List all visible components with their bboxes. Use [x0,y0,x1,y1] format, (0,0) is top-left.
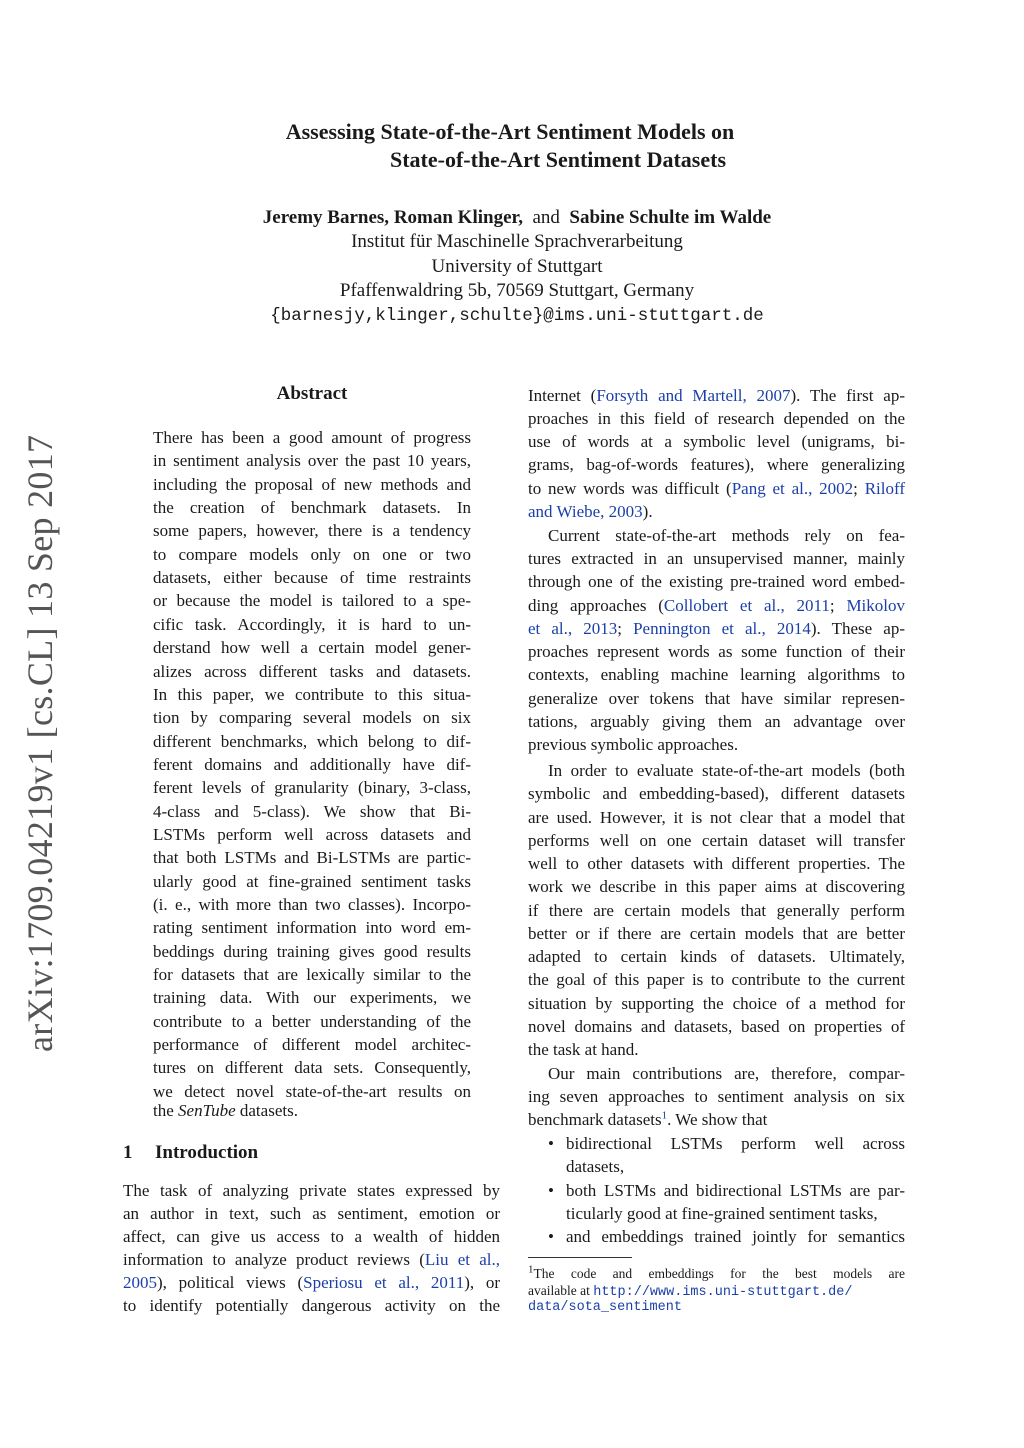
text-run: ; [853,479,865,498]
citation-link[interactable]: and Wiebe, 2003 [528,502,643,521]
text-run: ding approaches ( [528,596,664,615]
body-line: work we describe in this paper aims at discovering [528,877,905,897]
author-emails: {barnesjy,klinger,schulte}@ims.uni-stuttgart.de [270,306,764,326]
text-run: to new words was difficult ( [528,479,732,498]
body-line: Our main contributions are, therefore, compar- [548,1064,905,1083]
body-line: novel domains and datasets, based on properties of [528,1016,905,1036]
author-name: Jeremy Barnes, [262,207,390,228]
citation-link[interactable]: Speriosu et al., 2011 [303,1273,465,1292]
bullet-line: and embeddings trained jointly for semantics [566,1227,905,1246]
body-line: if there are certain models that generally perform [528,900,905,920]
author-name: Sabine Schulte im Walde [569,207,772,228]
citation-link[interactable]: et al., 2013 [528,619,618,638]
abstract-line: different benchmarks, which belong to dif- [153,731,471,751]
body-line: contexts, enabling machine learning algorithms to [528,665,905,684]
text-run: available at [528,1283,594,1298]
text-run: ), or [464,1273,500,1292]
body-line: well to other datasets with different properties. The [528,854,905,873]
abstract-line: some papers, however, there is a tendency [153,521,471,541]
bullet-line: datasets, [566,1157,625,1176]
body-line: grams, bag-of-words features), where generalizing [528,455,905,474]
abstract-line: contribute to a better understanding of the [153,1011,471,1031]
abstract-line: that both LSTMs and Bi-LSTMs are partic- [153,848,471,868]
intro-line: affect, can give us access to a wealth of hidden [123,1227,500,1246]
author-list [0,206,1024,230]
body-line: proaches represent words as some function of their [528,642,905,661]
text-run: ), political views ( [157,1273,304,1292]
author-name: Roman Klinger, [393,207,523,228]
citation-link[interactable]: Liu et al., [424,1250,500,1269]
text-run: The code and embeddings for the best models are [533,1266,905,1281]
abstract-line: training data. With our experiments, we [153,988,471,1008]
abstract-line: for datasets that are lexically similar to the [153,965,471,985]
text-run: Internet ( [528,386,597,405]
body-line: tations, arguably giving them an advantage over [528,712,905,731]
body-line: use of words at a symbolic level (unigrams, bi- [528,432,905,451]
body-line: performs well on one certain dataset will transfer [528,830,905,850]
body-line [528,594,905,617]
paper-title-line-2: State-of-the-Art Sentiment Datasets [389,147,726,172]
abstract-last-line [153,1099,471,1122]
body-line: symbolic and embedding-based), different datasets [528,784,905,804]
citation-link[interactable]: Mikolov [846,596,905,615]
body-line: Current state-of-the-art methods rely on fea- [548,526,905,545]
citation-link[interactable]: Pang et al., 2002 [731,479,854,498]
abstract-line: alizes across different tasks and datasets. [153,661,471,681]
abstract-line: or because the model is tailored to a spe- [153,591,471,611]
bullet-icon: • [548,1181,554,1200]
affiliation-university: University of Stuttgart [431,256,603,277]
bullet-line: ticularly good at fine-grained sentiment tasks, [566,1204,878,1223]
abstract-line: derstand how well a certain model gener- [153,638,471,658]
citation-link[interactable]: Collobert et al., 2011 [663,596,830,615]
body-line: previous symbolic approaches. [528,735,739,754]
body-line: adapted to certain kinds of datasets. Ultimately, [528,947,905,966]
body-line: In order to evaluate state-of-the-art models (both [548,761,905,780]
text-run: datasets. [235,1101,298,1120]
citation-link[interactable]: 2005 [123,1273,157,1292]
abstract-line: 4-class and 5-class). We show that Bi- [153,801,471,821]
affiliation-address: Pfaffenwaldring 5b, 70569 Stuttgart, Germany [339,280,695,301]
bullet-line: bidirectional LSTMs perform well across [566,1134,905,1153]
intro-line: The task of analyzing private states expressed by [123,1181,500,1200]
affiliation-institute: Institut für Maschinelle Sprachverarbeitung [351,231,683,252]
body-line: the goal of this paper is to contribute to the current [528,970,905,990]
abstract-line: tion by comparing several models on six [153,708,471,728]
text-run: benchmark datasets [528,1110,662,1129]
text-run: the [153,1101,179,1120]
abstract-line: we detect novel state-of-the-art results on [153,1081,471,1101]
citation-link[interactable]: Pennington et al., 2014 [633,619,811,638]
citation-link[interactable]: Riloff [864,479,905,498]
section-heading-introduction [123,1142,258,1164]
footnote-marker[interactable]: 1 [661,1109,668,1122]
intro-line [123,1248,500,1271]
footnote-number: 1 [528,1263,534,1276]
text-run: ; [829,596,847,615]
text-run: ). [642,502,653,521]
footnote-url-link[interactable]: data/sota_sentiment [528,1300,682,1315]
intro-line: an author in text, such as sentiment, emotion or [123,1204,500,1223]
body-line [528,617,905,640]
abstract-line: rating sentiment information into word em- [153,918,471,938]
abstract-line: in sentiment analysis over the past 10 years, [153,451,471,471]
body-line [528,1108,905,1131]
body-line: proaches in this field of research depended on the [528,409,905,428]
body-line: ing seven approaches to sentiment analysis on six [528,1087,905,1106]
abstract-line: LSTMs perform well across datasets and [153,824,471,844]
section-title: Introduction [155,1142,259,1163]
text-run: . We show that [667,1110,768,1129]
arxiv-identifier: arXiv:1709.04219v1 [cs.CL] 13 Sep 2017 [20,434,60,1052]
abstract-line: (i. e., with more than two classes). Incorpo- [153,895,471,914]
abstract-line: ularly good at fine-grained sentiment tasks [153,871,471,891]
abstract-line: including the proposal of new methods and [153,474,471,494]
abstract-heading: Abstract [276,383,348,404]
body-line [528,500,905,523]
intro-line [123,1271,500,1294]
body-line: the task at hand. [528,1040,639,1059]
bullet-icon: • [548,1134,554,1153]
abstract-line: the creation of benchmark datasets. In [153,498,471,518]
paper-title-line-1: Assessing State-of-the-Art Sentiment Models on [285,119,735,144]
footnote-separator [528,1257,632,1258]
body-line: situation by supporting the choice of a method for [528,993,905,1013]
body-line: generalize over tokens that have similar represen- [528,689,905,708]
abstract-line: ferent domains and additionally have dif- [153,754,471,774]
body-line: tures extracted in an unsupervised manner, mainly [528,549,905,568]
abstract-line: performance of different model architec- [153,1035,471,1055]
intro-line: to identify potentially dangerous activity on the [123,1296,500,1315]
abstract-line: beddings during training gives good results [153,941,471,961]
body-line: through one of the existing pre-trained word embed- [528,572,905,591]
abstract-line: datasets, either because of time restraints [153,568,471,588]
footnote-url-link[interactable]: http://www.ims.uni-stuttgart.de/ [593,1285,853,1300]
citation-link[interactable]: Forsyth and Martell, 2007 [596,386,791,405]
text-run: ). These ap- [810,619,905,638]
bullet-line: both LSTMs and bidirectional LSTMs are par- [566,1181,905,1200]
abstract-line: In this paper, we contribute to this situa- [153,684,471,704]
dataset-name: SenTube [178,1101,236,1120]
abstract-line: ferent levels of granularity (binary, 3-class, [153,778,471,798]
text-run: ). The first ap- [790,386,906,405]
abstract-line: tures on different data sets. Consequently, [153,1058,471,1078]
bullet-icon: • [548,1227,554,1246]
body-line [528,384,905,407]
section-number: 1 [123,1142,133,1163]
text-run: ; [617,619,634,638]
text-run: information to analyze product reviews ( [123,1250,425,1269]
footnote-line [528,1265,905,1282]
body-line: are used. However, it is not clear that a model that [528,807,905,827]
abstract-line: There has been a good amount of progress [153,428,471,447]
body-line: better or if there are certain models that are better [528,923,905,943]
author-conjunction: and [532,207,560,228]
abstract-line: to compare models only on one or two [153,544,471,564]
body-line [528,477,905,500]
abstract-line: cific task. Accordingly, it is hard to un- [153,614,471,634]
